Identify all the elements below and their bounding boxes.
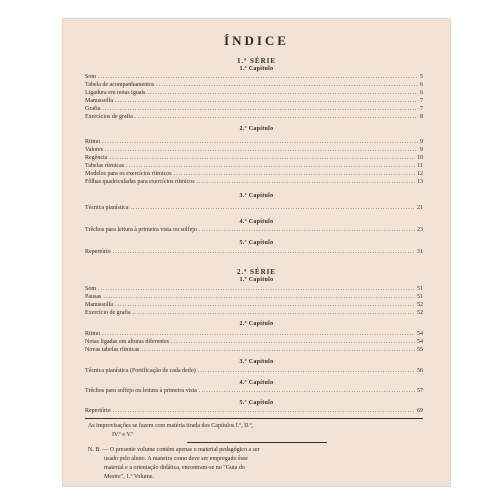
chapter-heading: 1.º Capítulo <box>239 277 274 283</box>
chapter-heading: 5.º Capítulo <box>239 240 274 246</box>
toc-entry: Exercícios de grafia ..... 8 <box>85 114 423 121</box>
nb-line: Mestre", 1.º Volume. <box>104 474 154 480</box>
toc-entry: Trêchos para solfejo ou leitura à primeira vista ..... 57 <box>85 388 423 395</box>
toc-entry: Tabela de acompanhamentos ..... 6 <box>85 82 423 89</box>
toc-entry: Trêchos para leitura à primeira vista ou solfejo ..... 23 <box>85 227 423 234</box>
serie-heading-1: 1.ª SÉRIE <box>236 57 277 65</box>
chapter-heading: 2.º Capítulo <box>239 126 274 132</box>
toc-entry: Notas ligadas em alturas diferentes ..... 54 <box>85 339 423 346</box>
toc-entry: Manussolfa ..... 7 <box>85 98 423 105</box>
divider <box>85 418 423 419</box>
chapter-heading: 4.º Capítulo <box>239 380 274 386</box>
toc-entry: Grafia ..... 7 <box>85 106 423 113</box>
serie-heading-2: 2.ª SÉRIE <box>236 268 277 276</box>
toc-entry: Ligadura em notas iguais ..... 6 <box>85 90 423 97</box>
toc-entry: Ritmo ..... 9 <box>85 139 423 146</box>
toc-entry: Técnica pianística (Fortificação de cada dedo) ..... 56 <box>85 368 423 375</box>
toc-entry: Repertório ..... 31 <box>85 249 423 256</box>
improvisation-note <box>88 422 422 440</box>
chapter-heading: 5.º Capítulo <box>239 400 274 406</box>
toc-entry: Ritmo ..... 54 <box>85 331 423 338</box>
toc-entry: Som ..... 51 <box>85 286 423 293</box>
page-title: ÍNDICE <box>224 33 289 48</box>
chapter-heading: 3.º Capítulo <box>239 193 274 199</box>
toc-entry: Regência ..... 10 <box>85 155 423 162</box>
toc-entry: Técnica pianística ..... 21 <box>85 205 423 212</box>
toc-entry: Pausas ..... 51 <box>85 294 423 301</box>
toc-entry: Manussolfa ..... 52 <box>85 302 423 309</box>
divider <box>187 442 327 443</box>
toc-entry: Fôlhas quadriculadas para exercícios rítmicos ..... 13 <box>85 179 423 186</box>
toc-entry: Som ..... 5 <box>85 74 423 81</box>
nb-line: usado pelo aluno. A maneira como deve ser empregado êsse <box>104 456 248 462</box>
toc-entry: Repertório ..... 69 <box>85 408 423 415</box>
nb-line: N. B. — O presente volume contém apenas o material pedagógico a ser <box>88 447 260 453</box>
nb-line: material e a orientação didática, encontram-se no "Guia do <box>104 465 245 471</box>
note-line: As improvisações se fazem com matéria tirada dos Capítulos I.º, II.º, <box>88 423 254 429</box>
note-line: IV.º e V.º <box>112 432 134 438</box>
toc-entry: Modelos para os exercícios rítmicos ..... 12 <box>85 171 423 178</box>
chapter-heading: 3.º Capítulo <box>239 359 274 365</box>
toc-entry: Valores ..... 9 <box>85 147 423 154</box>
toc-entry: Novas tabelas rítmicas ..... 55 <box>85 347 423 354</box>
chapter-heading: 4.º Capítulo <box>239 219 274 225</box>
toc-entry: Exercício de grafia ..... 52 <box>85 310 423 317</box>
chapter-heading: 1.º Capítulo <box>239 66 274 72</box>
toc-entry: Tabelas rítmicas ..... 11 <box>85 163 423 170</box>
nb-note <box>88 446 422 482</box>
chapter-heading: 2.º Capítulo <box>239 321 274 327</box>
index-page <box>62 18 451 487</box>
